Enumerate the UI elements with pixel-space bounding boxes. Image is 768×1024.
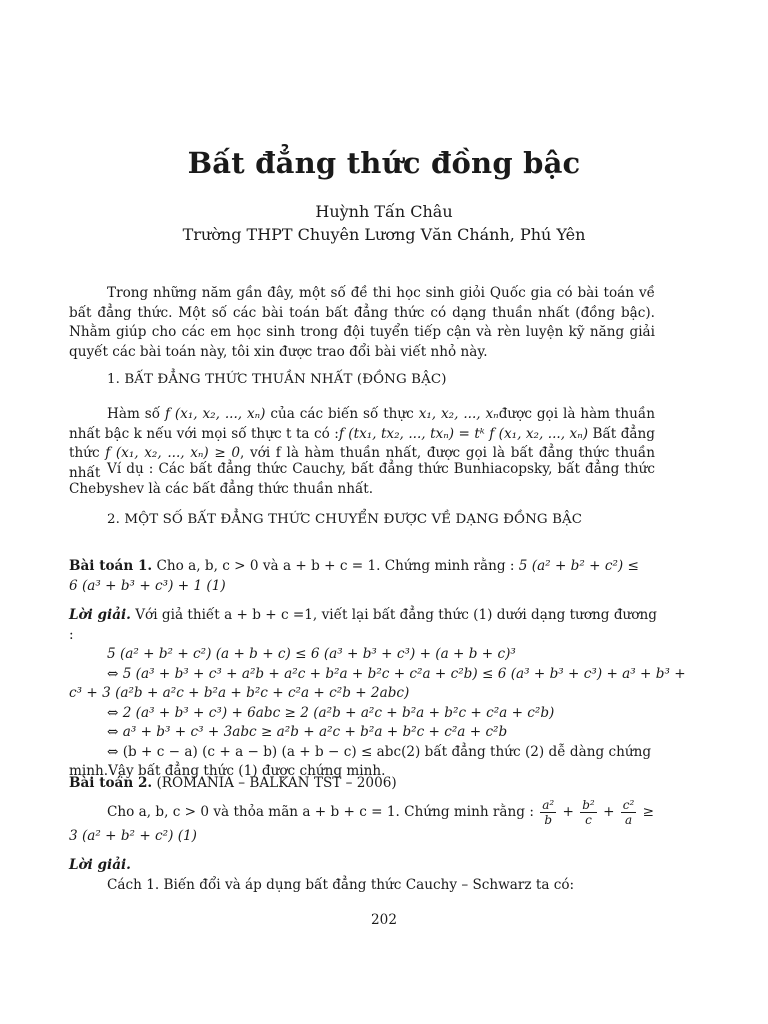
def-text-b: của các biến số thực: [265, 406, 419, 422]
fraction: [621, 798, 637, 827]
problem-1-expr-b: 6 (a³ + b³ + c³) + 1 (1): [69, 577, 226, 594]
problem-2-expr: 3 (a² + b² + c²) (1): [69, 827, 197, 844]
fraction-denominator: c: [585, 812, 592, 827]
solution-1-colon: :: [69, 626, 74, 643]
author-name: Huỳnh Tấn Châu: [315, 202, 453, 221]
problem-2-text: Cho a, b, c > 0 và thỏa mãn a + b + c = 1. Chứng minh rằng :: [107, 803, 539, 820]
problem-1-text: Cho a, b, c > 0 và a + b + c = 1. Chứng minh rằng :: [152, 558, 519, 574]
fraction-numerator: b²: [582, 797, 595, 812]
solution-2-method: Cách 1. Biến đổi và áp dụng bất đẳng thức Cauchy – Schwarz ta có:: [107, 876, 575, 893]
problem-1-expr-a: 5 (a² + b² + c²) ≤: [518, 558, 639, 574]
def-variables: x₁, x₂, ..., xₙ: [418, 406, 499, 422]
plus-sign: +: [562, 803, 574, 820]
solution-2-label: Lời giải.: [69, 857, 131, 873]
solution-1-step: 5 (a² + b² + c²) (a + b + c) ≤ 6 (a³ + b³ + c³) + (a + b + c)³: [107, 646, 516, 662]
example-paragraph: Ví dụ : Các bất đẳng thức Cauchy, bất đẳng thức Bunhiacopsky, bất đẳng thức Chebyshev là các bất đẳng thức thuần nhất.: [69, 461, 655, 497]
geq-sign: ≥: [642, 803, 655, 820]
fraction-denominator: b: [544, 812, 553, 827]
fraction-numerator: c²: [622, 797, 635, 812]
def-text-d: Bất đẳng thức: [69, 425, 655, 461]
def-text-e: , với f là hàm thuần nhất, được gọi là bất đẳng thức thuần nhất: [69, 445, 655, 481]
problem-2-source: (ROMANIA – BALKAN TST – 2006): [152, 775, 397, 791]
fraction: [580, 798, 597, 827]
intro-paragraph: Trong những năm gần đây, một số đề thi học sinh giỏi Quốc gia có bài toán về bất đẳng thức. Một số các bài toán bất đẳng thức có dạng thuần nhất (đồng bậc). Nhằm giúp cho các em học sinh trong đội tuyển tiếp cận và rèn luyện kỹ năng giải quyết các bài toán này, tôi xin được trao đổi bài viết nhỏ này.: [69, 285, 655, 360]
problem-1: [69, 557, 655, 596]
def-inequality: f (x₁, x₂, ..., xₙ) ≥ 0: [105, 445, 241, 461]
solution-1-text: Với giả thiết a + b + c =1, viết lại bất đẳng thức (1) dưới dạng tương đương: [130, 607, 657, 623]
problem-1-label: Bài toán 1.: [69, 558, 153, 574]
def-text-c: được gọi là hàm thuần nhất bậc k nếu với mọi số thực t ta có :: [69, 406, 656, 442]
problem-2-statement: [69, 798, 655, 827]
problem-2-label: Bài toán 2.: [69, 775, 153, 791]
page-number: 202: [371, 912, 397, 928]
paper-title: Bất đẳng thức đồng bậc: [187, 146, 581, 180]
solution-1-label: Lời giải.: [69, 607, 131, 623]
solution-1: [69, 606, 686, 782]
section-1-heading: 1. BẤT ĐẲNG THỨC THUẦN NHẤT (ĐỒNG BẬC): [107, 372, 447, 387]
def-equation: f (tx₁, tx₂, ..., txₙ) = tᵏ f (x₁, x₂, ..., xₙ): [338, 425, 589, 442]
section-2-heading: 2. MỘT SỐ BẤT ĐẲNG THỨC CHUYỂN ĐƯỢC VỀ DẠNG ĐỒNG BẬC: [107, 512, 583, 527]
solution-2: [69, 856, 655, 895]
def-text-a: Hàm số: [107, 406, 165, 422]
fraction-numerator: a²: [542, 797, 555, 812]
author-affiliation: Trường THPT Chuyên Lương Văn Chánh, Phú Yên: [182, 225, 586, 244]
fraction: [540, 798, 556, 827]
plus-sign: +: [603, 803, 615, 820]
solution-1-step: c³ + 3 (a²b + a²c + b²a + b²c + c²a + c²b + 2abc): [69, 685, 410, 701]
solution-1-step: ⇔ a³ + b³ + c³ + 3abc ≥ a²b + a²c + b²a + b²c + c²a + c²b: [107, 724, 508, 740]
solution-1-step: ⇔ 2 (a³ + b³ + c³) + 6abc ≥ 2 (a²b + a²c + b²a + b²c + c²a + c²b): [107, 704, 555, 721]
solution-1-conclusion: minh.Vậy bất đẳng thức (1) được chứng minh.: [69, 763, 386, 779]
solution-1-step: ⇔ (b + c − a) (c + a − b) (a + b − c) ≤ abc(2) bất đẳng thức (2) dễ dàng chứng: [107, 743, 652, 760]
fraction-denominator: a: [624, 812, 633, 827]
def-function: f (x₁, x₂, ..., xₙ): [164, 406, 266, 422]
problem-2: [69, 774, 655, 846]
solution-1-step: ⇔ 5 (a³ + b³ + c³ + a²b + a²c + b²a + b²c + c²a + c²b) ≤ 6 (a³ + b³ + c³) + a³ + b³ +: [107, 665, 686, 682]
